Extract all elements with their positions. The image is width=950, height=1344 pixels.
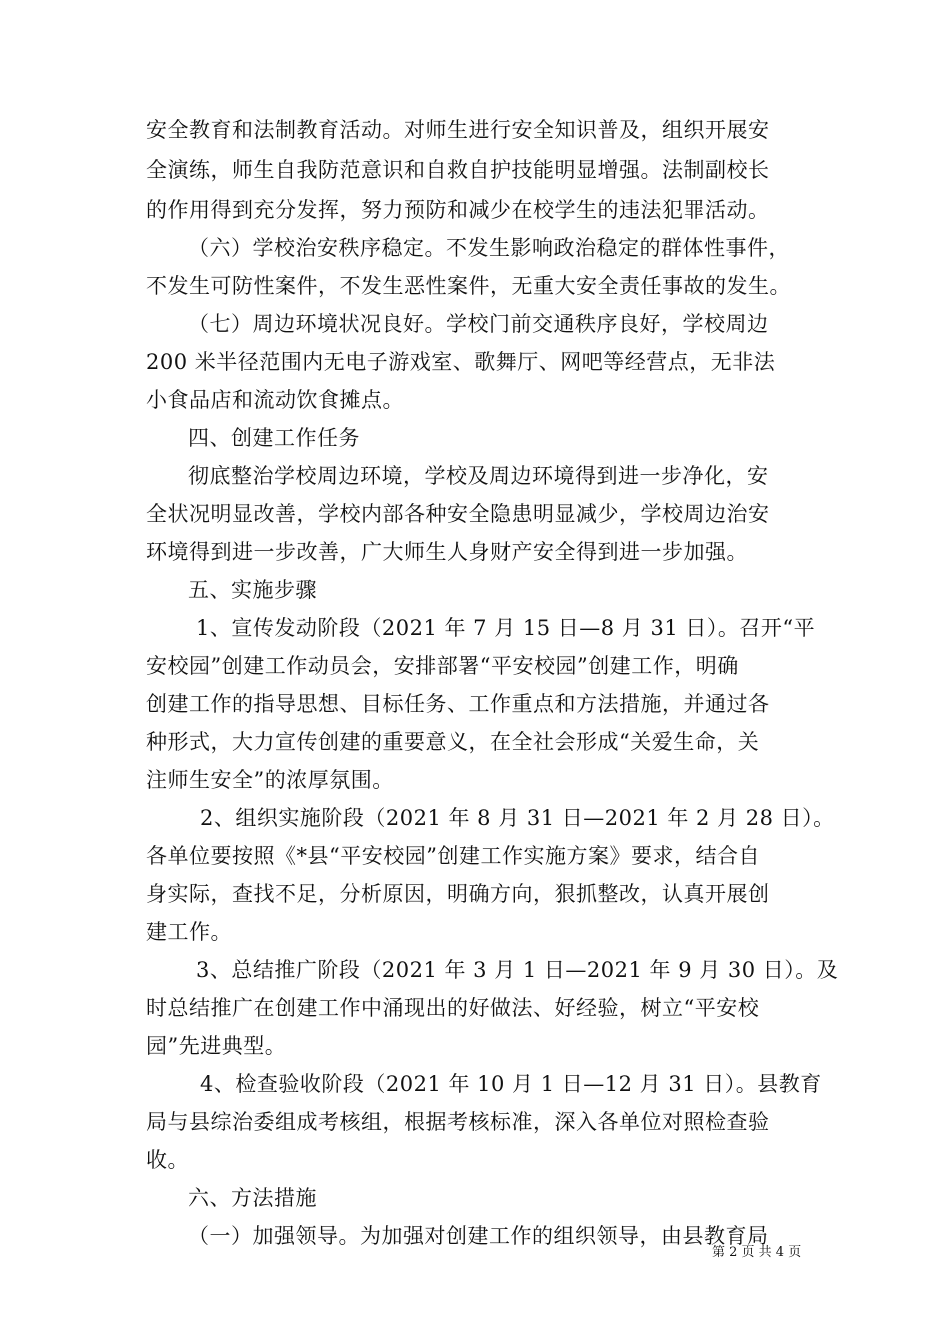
text-line: 的作用得到充分发挥，努力预防和减少在校学生的违法犯罪活动。: [146, 198, 770, 222]
section-heading: 四、创建工作任务: [188, 426, 360, 450]
text-line: 2、组织实施阶段（2021 年 8 月 31 日—2021 年 2 月 28 日）。: [200, 806, 835, 830]
text-line: 不发生可防性案件，不发生恶性案件，无重大安全责任事故的发生。: [146, 274, 791, 298]
text-line: 建工作。: [146, 920, 232, 944]
text-line: 创建工作的指导思想、目标任务、工作重点和方法措施，并通过各: [146, 692, 770, 716]
text-line: 身实际，查找不足，分析原因，明确方向，狠抓整改，认真开展创: [146, 882, 770, 906]
page-number: 第 2 页 共 4 页: [712, 1245, 802, 1260]
text-line: 安全教育和法制教育活动。对师生进行安全知识普及，组织开展安: [146, 118, 770, 142]
text-line: （六）学校治安秩序稳定。不发生影响政治稳定的群体性事件，: [188, 236, 790, 260]
text-line: 注师生安全”的浓厚氛围。: [146, 768, 394, 792]
text-line: 局与县综治委组成考核组，根据考核标准，深入各单位对照检查验: [146, 1110, 770, 1134]
section-heading: 六、方法措施: [188, 1186, 317, 1210]
text-line: 1、宣传发动阶段（2021 年 7 月 15 日—8 月 31 日）。召开“平: [196, 616, 816, 640]
text-line: 收。: [146, 1148, 189, 1172]
text-line: 小食品店和流动饮食摊点。: [146, 388, 404, 412]
text-line: 彻底整治学校周边环境，学校及周边环境得到进一步净化，安: [188, 464, 769, 488]
text-line: 安校园”创建工作动员会，安排部署“平安校园”创建工作，明确: [146, 654, 739, 678]
text-line: 各单位要按照《*县“平安校园”创建工作实施方案》要求，结合自: [146, 844, 760, 868]
text-line: 全状况明显改善，学校内部各种安全隐患明显减少，学校周边治安: [146, 502, 770, 526]
text-line: 4、检查验收阶段（2021 年 10 月 1 日—12 月 31 日）。县教育: [200, 1072, 822, 1096]
section-heading: 五、实施步骤: [188, 578, 317, 602]
text-line: （七）周边环境状况良好。学校门前交通秩序良好，学校周边: [188, 312, 769, 336]
text-line: 环境得到进一步改善，广大师生人身财产安全得到进一步加强。: [146, 540, 748, 564]
text-line: 200 米半径范围内无电子游戏室、歌舞厅、网吧等经营点，无非法: [146, 350, 776, 374]
text-line: 全演练，师生自我防范意识和自救自护技能明显增强。法制副校长: [146, 158, 770, 182]
text-line: （一）加强领导。为加强对创建工作的组织领导，由县教育局: [188, 1224, 769, 1248]
text-line: 种形式，大力宣传创建的重要意义，在全社会形成“关爱生命，关: [146, 730, 760, 754]
text-line: 3、总结推广阶段（2021 年 3 月 1 日—2021 年 9 月 30 日）。及: [196, 958, 839, 982]
text-line: 时总结推广在创建工作中涌现出的好做法、好经验，树立“平安校: [146, 996, 760, 1020]
text-line: 园”先进典型。: [146, 1034, 287, 1058]
